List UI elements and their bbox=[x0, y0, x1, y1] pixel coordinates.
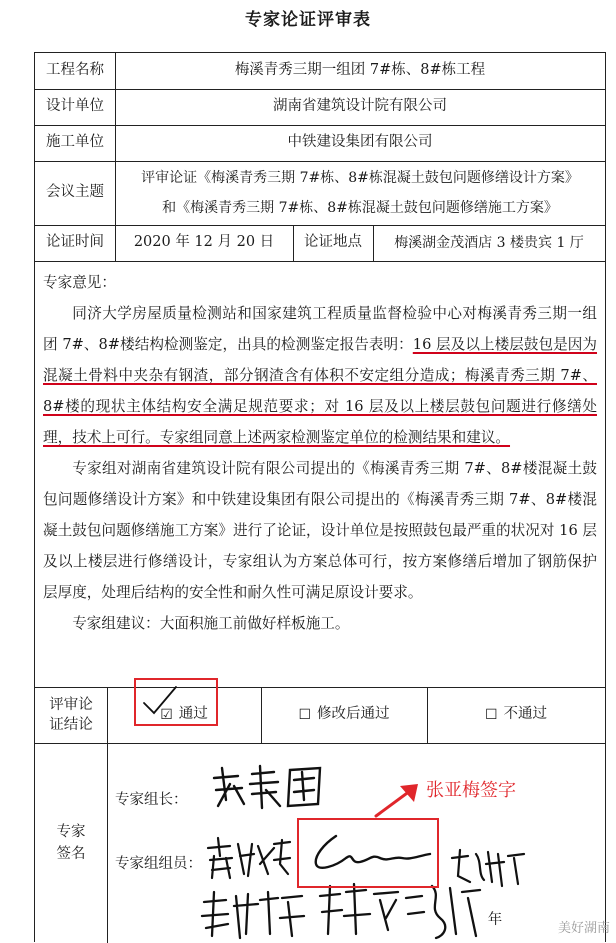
members-label: 专家组组员： bbox=[115, 856, 202, 873]
signature-label bbox=[35, 743, 107, 943]
design-unit-value: 湖南省建筑设计院有限公司 bbox=[273, 98, 447, 115]
checkbox-icon: ☐ bbox=[298, 706, 312, 723]
row-divider bbox=[35, 743, 605, 744]
member-signature-image bbox=[204, 834, 292, 884]
opinion-underlined-conclusion: 16 层及以上楼层鼓包是因为混凝土骨料中夹杂有钢渣，部分钢渣含有体积不安定组分造成；梅溪青秀三期 7#、8#楼的现状主体结构安全满足规范要求；对 16 层及以上楼层鼓包问题进行修缮处理，技术上可行。专家组同意上述两家检测鉴定单位的检测结果和建议。 bbox=[43, 336, 598, 446]
expert-opinion-heading: 专家意见： bbox=[43, 274, 116, 291]
review-place-value: 梅溪湖金茂酒店 3 楼贵宾 1 厅 bbox=[394, 234, 584, 251]
option-revise-label: 修改后通过 bbox=[317, 706, 390, 723]
annotation-label: 张亚梅签字 bbox=[426, 780, 516, 801]
expert-opinion-section bbox=[43, 267, 597, 639]
construction-unit-label: 施工单位 bbox=[46, 134, 104, 151]
review-time-value: 2020 年 12 月 20 日 bbox=[133, 234, 275, 251]
date-year-label: 年 bbox=[487, 912, 503, 929]
opinion-paragraph-1 bbox=[43, 298, 597, 453]
meeting-topic-line-2: 和《梅溪青秀三期 7#栋、8#栋混凝土鼓包问题修缮施工方案》 bbox=[162, 200, 558, 216]
conclusion-label-line-2: 证结论 bbox=[49, 717, 93, 733]
row-divider bbox=[35, 261, 605, 262]
checkbox-icon: ☐ bbox=[484, 706, 498, 723]
design-unit-label: 设计单位 bbox=[46, 98, 104, 115]
opinion-paragraph-2: 专家组对湖南省建筑设计院有限公司提出的《梅溪青秀三期 7#、8#楼混凝土鼓包问题修缮设计方案》和中铁建设集团有限公司提出的《梅溪青秀三期 7#、8#楼混凝土鼓包问题修缮施工方案》进行了论证，设计单位是按照鼓包最严重的状况对 16 层及以上楼层进行修缮设计，专家组认为方案总体可行，按方案修缮后增加了钢筋保护层厚度，处理后结构的安全性和耐久性可满足原设计要求。 bbox=[43, 460, 597, 601]
meeting-topic-value bbox=[115, 161, 605, 225]
watermark-text: 美好湖南 bbox=[557, 921, 610, 936]
signature-highlight-box bbox=[297, 818, 439, 888]
option-fail[interactable] bbox=[427, 687, 605, 743]
meeting-topic-label: 会议主题 bbox=[46, 184, 104, 201]
review-time-label: 论证时间 bbox=[46, 234, 104, 251]
handwritten-check-icon bbox=[140, 683, 180, 717]
project-name-label: 工程名称 bbox=[46, 62, 104, 79]
signature-label-line-2: 签名 bbox=[56, 846, 86, 862]
conclusion-label bbox=[35, 687, 107, 743]
document-title: 专家论证评审表 bbox=[245, 10, 371, 30]
member-signature-image bbox=[198, 884, 308, 942]
leader-label: 专家组长： bbox=[115, 792, 188, 809]
option-revise[interactable] bbox=[261, 687, 427, 743]
construction-unit-value: 中铁建设集团有限公司 bbox=[287, 134, 433, 151]
option-pass-label: 通过 bbox=[178, 706, 208, 723]
project-name-value: 梅溪青秀三期一组团 7#栋、8#栋工程 bbox=[234, 62, 486, 79]
checked-box-icon: ☑ bbox=[160, 706, 173, 723]
option-fail-label: 不通过 bbox=[503, 706, 548, 723]
leader-signature-image bbox=[208, 760, 328, 812]
opinion-paragraph-1-text: 同济大学房屋质量检测站和国家建筑工程质量监督检验中心对梅溪青秀三期一组团 7#、8#楼结构检测鉴定，出具的检测鉴定报告表明： bbox=[43, 305, 597, 353]
watermark bbox=[558, 917, 610, 936]
conclusion-label-line-1: 评审论 bbox=[49, 697, 93, 713]
signature-label-line-1: 专家 bbox=[56, 824, 86, 840]
opinion-paragraph-3: 专家组建议：大面积施工前做好样板施工。 bbox=[72, 615, 350, 632]
annotation-arrow-icon bbox=[370, 780, 424, 820]
meeting-topic-line-1: 评审论证《梅溪青秀三期 7#栋、8#栋混凝土鼓包问题修缮设计方案》 bbox=[141, 170, 579, 186]
review-place-label: 论证地点 bbox=[304, 234, 362, 251]
